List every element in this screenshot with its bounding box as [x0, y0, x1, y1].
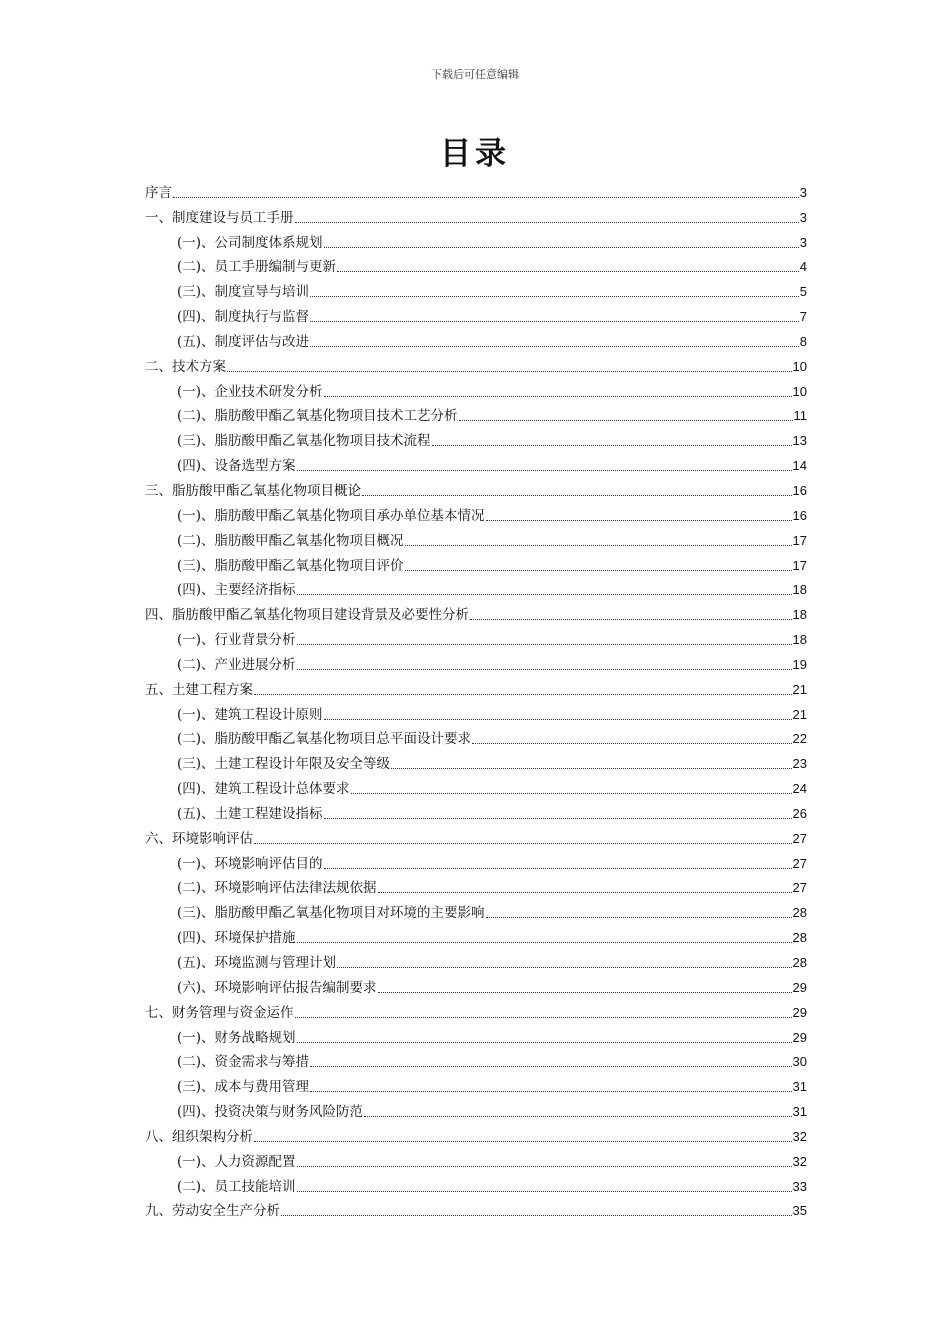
toc-dot-leader	[281, 1215, 792, 1216]
toc-dot-leader	[227, 371, 792, 372]
toc-subentry[interactable]	[145, 946, 807, 971]
toc-entry-label: (二)、脂肪酸甲酯乙氧基化物项目总平面设计要求	[177, 731, 472, 748]
toc-dot-leader	[324, 818, 792, 819]
toc-subentry[interactable]	[145, 1021, 807, 1046]
toc-subentry[interactable]	[145, 847, 807, 872]
toc-entry[interactable]	[145, 996, 807, 1021]
toc-dot-leader	[297, 669, 792, 670]
toc-entry-label: (四)、制度执行与监督	[177, 309, 310, 326]
toc-subentry[interactable]	[145, 747, 807, 772]
toc-dot-leader	[391, 768, 791, 769]
toc-entry[interactable]	[145, 201, 807, 226]
toc-dot-leader	[297, 942, 792, 943]
toc-entry-label: (二)、资金需求与筹措	[177, 1054, 310, 1071]
toc-page-number: 21	[792, 706, 807, 722]
toc-dot-leader	[364, 1116, 791, 1117]
toc-entry-label: (三)、脂肪酸甲酯乙氧基化物项目技术流程	[177, 433, 431, 450]
toc-dot-leader	[324, 868, 792, 869]
toc-dot-leader	[337, 271, 799, 272]
toc-subentry[interactable]	[145, 772, 807, 797]
toc-dot-leader	[324, 719, 792, 720]
toc-entry-label: (一)、企业技术研发分析	[177, 383, 323, 400]
toc-entry-label: (一)、财务战略规划	[177, 1029, 296, 1046]
toc-entry-label: 九、劳动安全生产分析	[145, 1203, 280, 1220]
toc-dot-leader	[297, 470, 792, 471]
toc-page-number: 13	[792, 433, 807, 449]
toc-subentry[interactable]	[145, 226, 807, 251]
toc-entry-label: (二)、员工手册编制与更新	[177, 259, 337, 276]
toc-page-number: 19	[792, 656, 807, 672]
toc-page-number: 18	[792, 607, 807, 623]
toc-subentry[interactable]	[145, 896, 807, 921]
toc-subentry[interactable]	[145, 424, 807, 449]
toc-subentry[interactable]	[145, 549, 807, 574]
toc-entry-label: (二)、环境影响评估法律法规依据	[177, 880, 377, 897]
toc-subentry[interactable]	[145, 872, 807, 897]
toc-dot-leader	[310, 321, 799, 322]
toc-page-number: 23	[792, 756, 807, 772]
toc-dot-leader	[362, 495, 792, 496]
toc-entry-label: (五)、环境监测与管理计划	[177, 955, 337, 971]
toc-entry-label: 四、脂肪酸甲酯乙氧基化物项目建设背景及必要性分析	[145, 607, 469, 624]
toc-entry[interactable]	[145, 673, 807, 698]
toc-page-number: 3	[799, 184, 807, 200]
toc-page-number: 17	[792, 557, 807, 573]
toc-subentry[interactable]	[145, 449, 807, 474]
toc-page-number: 32	[792, 1153, 807, 1169]
toc-page-number: 28	[792, 905, 807, 921]
toc-page-number: 28	[792, 930, 807, 946]
toc-entry-label: 序言	[145, 184, 172, 201]
toc-dot-leader	[337, 967, 791, 968]
toc-page-number: 33	[792, 1178, 807, 1194]
toc-entry-label: (一)、环境影响评估目的	[177, 855, 323, 872]
toc-dot-leader	[405, 570, 792, 571]
toc-subentry[interactable]	[145, 1145, 807, 1170]
toc-page-number: 22	[792, 731, 807, 747]
toc-entry[interactable]	[145, 474, 807, 499]
toc-dot-leader	[297, 1191, 792, 1192]
toc-dot-leader	[378, 992, 792, 993]
toc-dot-leader	[310, 346, 799, 347]
toc-entry[interactable]	[145, 1120, 807, 1145]
toc-entry-label: 八、组织架构分析	[145, 1128, 253, 1145]
toc-subentry[interactable]	[145, 325, 807, 350]
toc-entry-label: (一)、脂肪酸甲酯乙氧基化物项目承办单位基本情况	[177, 507, 485, 524]
toc-entry-label: (三)、成本与费用管理	[177, 1079, 310, 1096]
toc-subentry[interactable]	[145, 1046, 807, 1071]
toc-dot-leader	[472, 743, 791, 744]
toc-entry-label: (四)、设备选型方案	[177, 458, 296, 475]
toc-page-number: 7	[799, 309, 807, 325]
toc-page-number: 10	[792, 383, 807, 399]
table-of-contents	[145, 176, 807, 1219]
toc-dot-leader	[310, 1066, 791, 1067]
toc-page-number: 16	[792, 507, 807, 523]
toc-dot-leader	[486, 520, 792, 521]
toc-subentry[interactable]	[145, 300, 807, 325]
toc-dot-leader	[324, 247, 799, 248]
toc-entry-label: (二)、产业进展分析	[177, 656, 296, 673]
toc-entry-label: (三)、脂肪酸甲酯乙氧基化物项目对环境的主要影响	[177, 905, 485, 922]
toc-subentry[interactable]	[145, 797, 807, 822]
toc-dot-leader	[351, 793, 792, 794]
toc-dot-leader	[254, 1141, 792, 1142]
toc-page-number: 30	[792, 1054, 807, 1070]
toc-dot-leader	[297, 594, 792, 595]
toc-dot-leader	[432, 445, 792, 446]
toc-subentry[interactable]	[145, 1170, 807, 1195]
toc-subentry[interactable]	[145, 1095, 807, 1120]
toc-entry-label: (一)、建筑工程设计原则	[177, 706, 323, 723]
toc-subentry[interactable]	[145, 623, 807, 648]
toc-page-number: 18	[792, 582, 807, 598]
toc-entry-label: (三)、制度宣导与培训	[177, 284, 310, 301]
toc-dot-leader	[295, 222, 799, 223]
toc-dot-leader	[297, 644, 792, 645]
toc-page-number: 3	[799, 234, 807, 250]
toc-entry-label: (一)、人力资源配置	[177, 1153, 296, 1170]
toc-dot-leader	[459, 420, 793, 421]
toc-entry-label: 六、环境影响评估	[145, 830, 253, 847]
toc-title: 目录	[440, 136, 510, 172]
toc-entry-label: (四)、主要经济指标	[177, 582, 296, 599]
toc-subentry[interactable]	[145, 698, 807, 723]
toc-page-number: 8	[799, 333, 807, 349]
toc-dot-leader	[405, 545, 792, 546]
toc-dot-leader	[470, 619, 792, 620]
toc-entry-label: (四)、建筑工程设计总体要求	[177, 781, 350, 798]
toc-entry-label: (一)、公司制度体系规划	[177, 234, 323, 251]
toc-entry-label: 七、财务管理与资金运作	[145, 1004, 294, 1021]
toc-page-number: 24	[792, 781, 807, 797]
toc-subentry[interactable]	[145, 524, 807, 549]
toc-entry-label: (三)、脂肪酸甲酯乙氧基化物项目评价	[177, 557, 404, 574]
toc-dot-leader	[254, 694, 792, 695]
toc-page-number: 29	[792, 979, 807, 995]
toc-page-number: 32	[792, 1128, 807, 1144]
toc-dot-leader	[297, 1042, 792, 1043]
toc-entry-label: (四)、投资决策与财务风险防范	[177, 1104, 364, 1121]
toc-page-number: 27	[792, 855, 807, 871]
toc-dot-leader	[324, 396, 792, 397]
toc-entry-label: (五)、制度评估与改进	[177, 333, 310, 350]
toc-dot-leader	[378, 892, 792, 893]
toc-page-number: 27	[792, 880, 807, 896]
toc-entry-label: (一)、行业背景分析	[177, 632, 296, 649]
toc-subentry[interactable]	[145, 921, 807, 946]
toc-dot-leader	[254, 843, 792, 844]
toc-page-number: 18	[792, 632, 807, 648]
toc-page-number: 5	[799, 284, 807, 300]
toc-entry-label: (二)、脂肪酸甲酯乙氧基化物项目技术工艺分析	[177, 408, 458, 425]
toc-dot-leader	[486, 917, 792, 918]
toc-entry-label: 一、制度建设与员工手册	[145, 209, 294, 226]
toc-page-number: 29	[792, 1029, 807, 1045]
toc-subentry[interactable]	[145, 574, 807, 599]
toc-dot-leader	[295, 1017, 792, 1018]
toc-subentry[interactable]	[145, 499, 807, 524]
toc-page-number: 21	[792, 681, 807, 697]
toc-entry-label: (四)、环境保护措施	[177, 930, 296, 947]
toc-entry-label: (六)、环境影响评估报告编制要求	[177, 979, 377, 996]
toc-subentry[interactable]	[145, 1070, 807, 1095]
toc-entry-label: 三、脂肪酸甲酯乙氧基化物项目概论	[145, 482, 361, 499]
toc-subentry[interactable]	[145, 723, 807, 748]
toc-dot-leader	[297, 1166, 792, 1167]
toc-page-number: 4	[799, 259, 807, 275]
header-note: 下载后可任意编辑	[431, 68, 519, 81]
toc-page-number: 11	[793, 408, 807, 424]
toc-page-number: 31	[792, 1079, 807, 1095]
toc-entry-label: 五、土建工程方案	[145, 681, 253, 698]
toc-subentry[interactable]	[145, 648, 807, 673]
toc-entry-label: (三)、土建工程设计年限及安全等级	[177, 756, 391, 773]
toc-dot-leader	[310, 1091, 791, 1092]
toc-page-number: 35	[792, 1203, 807, 1219]
toc-entry-label: (二)、员工技能培训	[177, 1178, 296, 1195]
toc-page-number: 28	[792, 955, 807, 970]
toc-entry-label: (五)、土建工程建设指标	[177, 805, 323, 822]
toc-page-number: 17	[792, 532, 807, 548]
toc-page-number: 26	[792, 805, 807, 821]
toc-subentry[interactable]	[145, 400, 807, 425]
toc-page-number: 16	[792, 482, 807, 498]
toc-subentry[interactable]	[145, 251, 807, 276]
toc-page-number: 3	[799, 209, 807, 225]
toc-dot-leader	[310, 296, 799, 297]
toc-subentry[interactable]	[145, 971, 807, 996]
toc-page-number: 29	[792, 1004, 807, 1020]
toc-entry[interactable]	[145, 176, 807, 201]
toc-entry[interactable]	[145, 1195, 807, 1220]
toc-subentry[interactable]	[145, 275, 807, 300]
toc-page-number: 31	[792, 1104, 807, 1120]
toc-entry[interactable]	[145, 350, 807, 375]
toc-dot-leader	[173, 197, 799, 198]
toc-entry[interactable]	[145, 822, 807, 847]
toc-page-number: 10	[792, 358, 807, 374]
toc-page-number: 14	[792, 458, 807, 474]
toc-entry-label: 二、技术方案	[145, 358, 226, 375]
toc-entry-label: (二)、脂肪酸甲酯乙氧基化物项目概况	[177, 532, 404, 549]
toc-entry[interactable]	[145, 598, 807, 623]
toc-page-number: 27	[792, 830, 807, 846]
toc-subentry[interactable]	[145, 375, 807, 400]
